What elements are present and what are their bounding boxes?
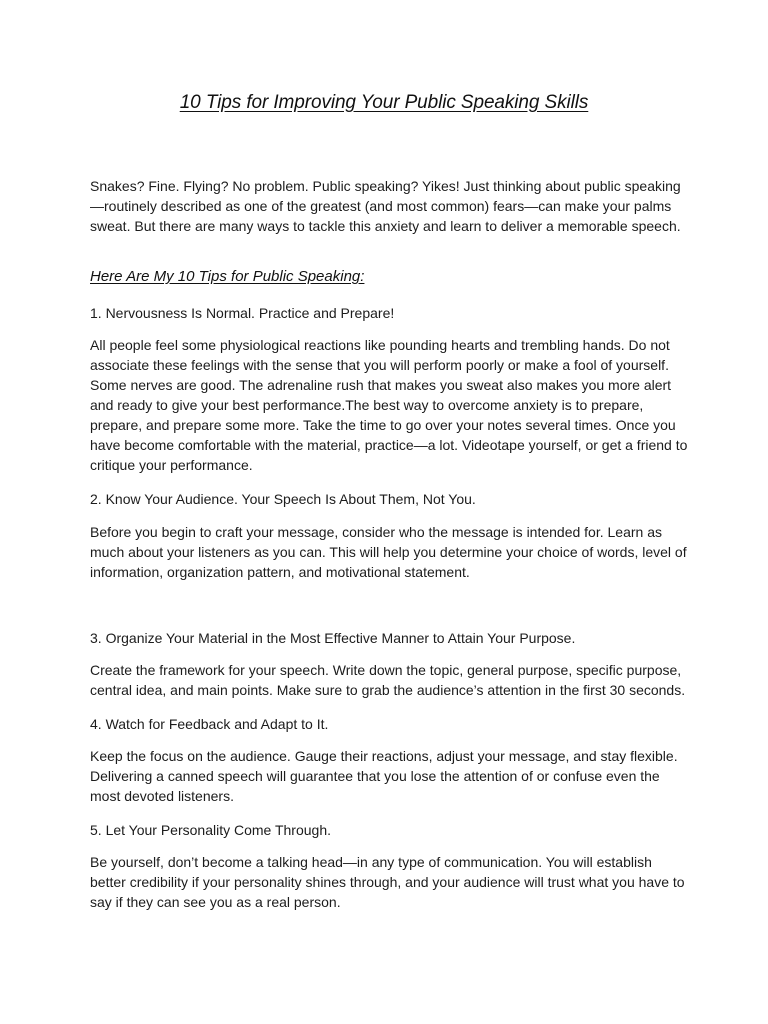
tip-2-body: Before you begin to craft your message, consider who the message is intended for. Learn as much about your listeners as you can. This will help you determine your choice of words, level of information, organization pattern, and motivational statement. <box>90 524 687 580</box>
tip-5-body: Be yourself, don’t become a talking head—in any type of communication. You will establish better credibility if your personality shines through, and your audience will trust what you have to say if they can see you as a real person. <box>90 854 685 910</box>
tips-subheading: Here Are My 10 Tips for Public Speaking: <box>90 268 365 285</box>
document-title: 10 Tips for Improving Your Public Speaking Skills <box>179 92 589 113</box>
tip-4-body: Keep the focus on the audience. Gauge their reactions, adjust your message, and stay flexible. Delivering a canned speech will guarantee that you lose the attention of or confuse even the most devoted listeners. <box>90 748 678 804</box>
tip-3-heading: 3. Organize Your Material in the Most Effective Manner to Attain Your Purpose. <box>90 630 576 646</box>
tip-1-heading: 1. Nervousness Is Normal. Practice and Prepare! <box>90 305 395 321</box>
tip-5-heading: 5. Let Your Personality Come Through. <box>90 822 332 838</box>
intro-paragraph: Snakes? Fine. Flying? No problem. Public speaking? Yikes! Just thinking about public speaking—routinely described as one of the greatest (and most common) fears—can make your palms sweat. But there are many ways to tackle this anxiety and learn to deliver a memorable speech. <box>90 178 681 234</box>
tip-1-body: All people feel some physiological reactions like pounding hearts and trembling hands. Do not associate these feelings with the sense that you will perform poorly or make a fool of yourself. Some nerves are good. The adrenaline rush that makes you sweat also makes you more alert and ready to give your best performance.The best way to overcome anxiety is to prepare, prepare, and prepare some more. Take the time to go over your notes several times. Once you have become comfortable with the material, practice—a lot. Videotape yourself, or get a friend to critique your performance. <box>90 337 688 473</box>
tip-2-heading: 2. Know Your Audience. Your Speech Is About Them, Not You. <box>90 491 476 507</box>
tip-3-body: Create the framework for your speech. Write down the topic, general purpose, specific purpose, central idea, and main points. Make sure to grab the audience’s attention in the first 30 seconds. <box>90 662 686 698</box>
tip-4-heading: 4. Watch for Feedback and Adapt to It. <box>90 716 329 732</box>
